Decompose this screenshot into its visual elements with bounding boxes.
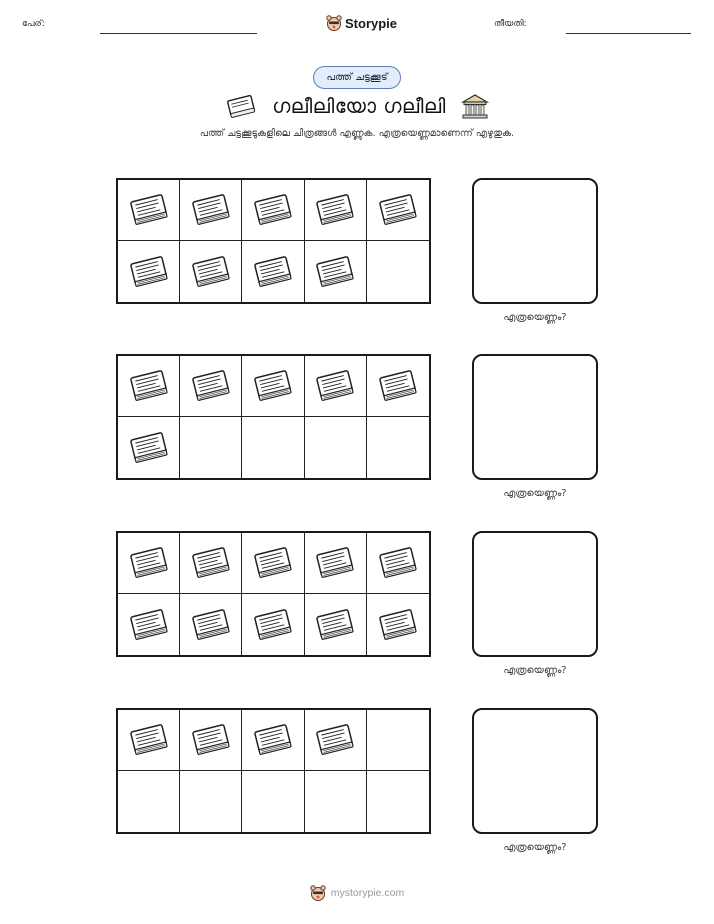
book-icon xyxy=(250,251,296,293)
frame-cell xyxy=(118,533,180,594)
book-icon xyxy=(126,542,172,584)
how-many-label-2: എത്രയെണ്ണം? xyxy=(503,488,567,499)
storypie-mascot-icon xyxy=(326,14,342,32)
ten-frame-4 xyxy=(116,708,431,834)
book-icon xyxy=(188,542,234,584)
frame-cell xyxy=(180,417,242,478)
answer-box-3[interactable] xyxy=(472,531,598,657)
frame-cell xyxy=(180,594,242,655)
frame-cell xyxy=(367,356,429,417)
book-icon xyxy=(126,604,172,646)
book-icon xyxy=(312,251,358,293)
book-icon xyxy=(375,542,421,584)
frame-cell xyxy=(118,771,180,832)
frame-cell xyxy=(180,356,242,417)
book-icon xyxy=(188,189,234,231)
worksheet-type-badge: പത്ത് ചട്ടക്കൂട് xyxy=(313,66,401,89)
frame-cell xyxy=(180,533,242,594)
book-icon xyxy=(312,189,358,231)
brand-name: Storypie xyxy=(345,15,398,31)
frame-cell xyxy=(305,417,367,478)
date-label: തീയതി: xyxy=(494,19,527,29)
date-line[interactable] xyxy=(566,33,691,34)
book-icon xyxy=(250,604,296,646)
museum-icon xyxy=(460,92,490,120)
frame-cell xyxy=(118,417,180,478)
book-icon xyxy=(188,604,234,646)
book-icon xyxy=(126,719,172,761)
book-icon xyxy=(250,189,296,231)
how-many-label-3: എത്രയെണ്ണം? xyxy=(503,665,567,676)
frame-cell xyxy=(367,771,429,832)
book-icon xyxy=(375,604,421,646)
frame-cell xyxy=(242,594,304,655)
frame-cell xyxy=(180,771,242,832)
frame-cell xyxy=(367,417,429,478)
book-icon xyxy=(250,365,296,407)
frame-cell xyxy=(118,356,180,417)
book-icon xyxy=(188,365,234,407)
book-icon xyxy=(312,604,358,646)
frame-cell xyxy=(118,710,180,771)
frame-cell xyxy=(242,710,304,771)
title-row xyxy=(0,90,714,122)
book-icon xyxy=(375,189,421,231)
frame-cell xyxy=(305,356,367,417)
frame-cell xyxy=(242,356,304,417)
frame-cell xyxy=(180,710,242,771)
storypie-mascot-icon xyxy=(310,884,326,902)
frame-cell xyxy=(367,594,429,655)
frame-cell xyxy=(242,771,304,832)
frame-cell xyxy=(242,533,304,594)
ten-frame-1 xyxy=(116,178,431,304)
brand-logo xyxy=(326,12,397,34)
frame-cell xyxy=(367,241,429,302)
frame-cell xyxy=(367,710,429,771)
frame-cell xyxy=(242,417,304,478)
frame-cell xyxy=(242,180,304,241)
footer-url: mystorypie.com xyxy=(330,887,405,899)
frame-cell xyxy=(180,241,242,302)
book-icon xyxy=(312,542,358,584)
frame-cell xyxy=(305,710,367,771)
frame-cell xyxy=(118,180,180,241)
book-icon xyxy=(224,92,258,120)
book-icon xyxy=(126,365,172,407)
how-many-label-4: എത്രയെണ്ണം? xyxy=(503,842,567,853)
worksheet-title: ഗലീലിയോ ഗലീലി xyxy=(272,94,446,118)
footer xyxy=(0,884,714,902)
answer-box-1[interactable] xyxy=(472,178,598,304)
name-label: പേര്: xyxy=(22,19,45,29)
ten-frame-2 xyxy=(116,354,431,480)
frame-cell xyxy=(305,241,367,302)
book-icon xyxy=(126,251,172,293)
how-many-label-1: എത്രയെണ്ണം? xyxy=(503,312,567,323)
name-line[interactable] xyxy=(100,33,257,34)
answer-box-2[interactable] xyxy=(472,354,598,480)
ten-frame-3 xyxy=(116,531,431,657)
frame-cell xyxy=(118,241,180,302)
book-icon xyxy=(250,542,296,584)
book-icon xyxy=(375,365,421,407)
book-icon xyxy=(312,719,358,761)
frame-cell xyxy=(305,180,367,241)
book-icon xyxy=(188,251,234,293)
answer-box-4[interactable] xyxy=(472,708,598,834)
frame-cell xyxy=(367,533,429,594)
frame-cell xyxy=(180,180,242,241)
book-icon xyxy=(126,189,172,231)
instruction-text: പത്ത് ചട്ടക്കൂടുകളിലെ ചിത്രങ്ങൾ എണ്ണുക. എത്രയെണ്ണമാണെന്ന് എഴുതുക. xyxy=(199,128,515,139)
book-icon xyxy=(188,719,234,761)
book-icon xyxy=(126,427,172,469)
frame-cell xyxy=(118,594,180,655)
book-icon xyxy=(250,719,296,761)
frame-cell xyxy=(305,594,367,655)
book-icon xyxy=(312,365,358,407)
frame-cell xyxy=(305,771,367,832)
frame-cell xyxy=(367,180,429,241)
frame-cell xyxy=(242,241,304,302)
frame-cell xyxy=(305,533,367,594)
